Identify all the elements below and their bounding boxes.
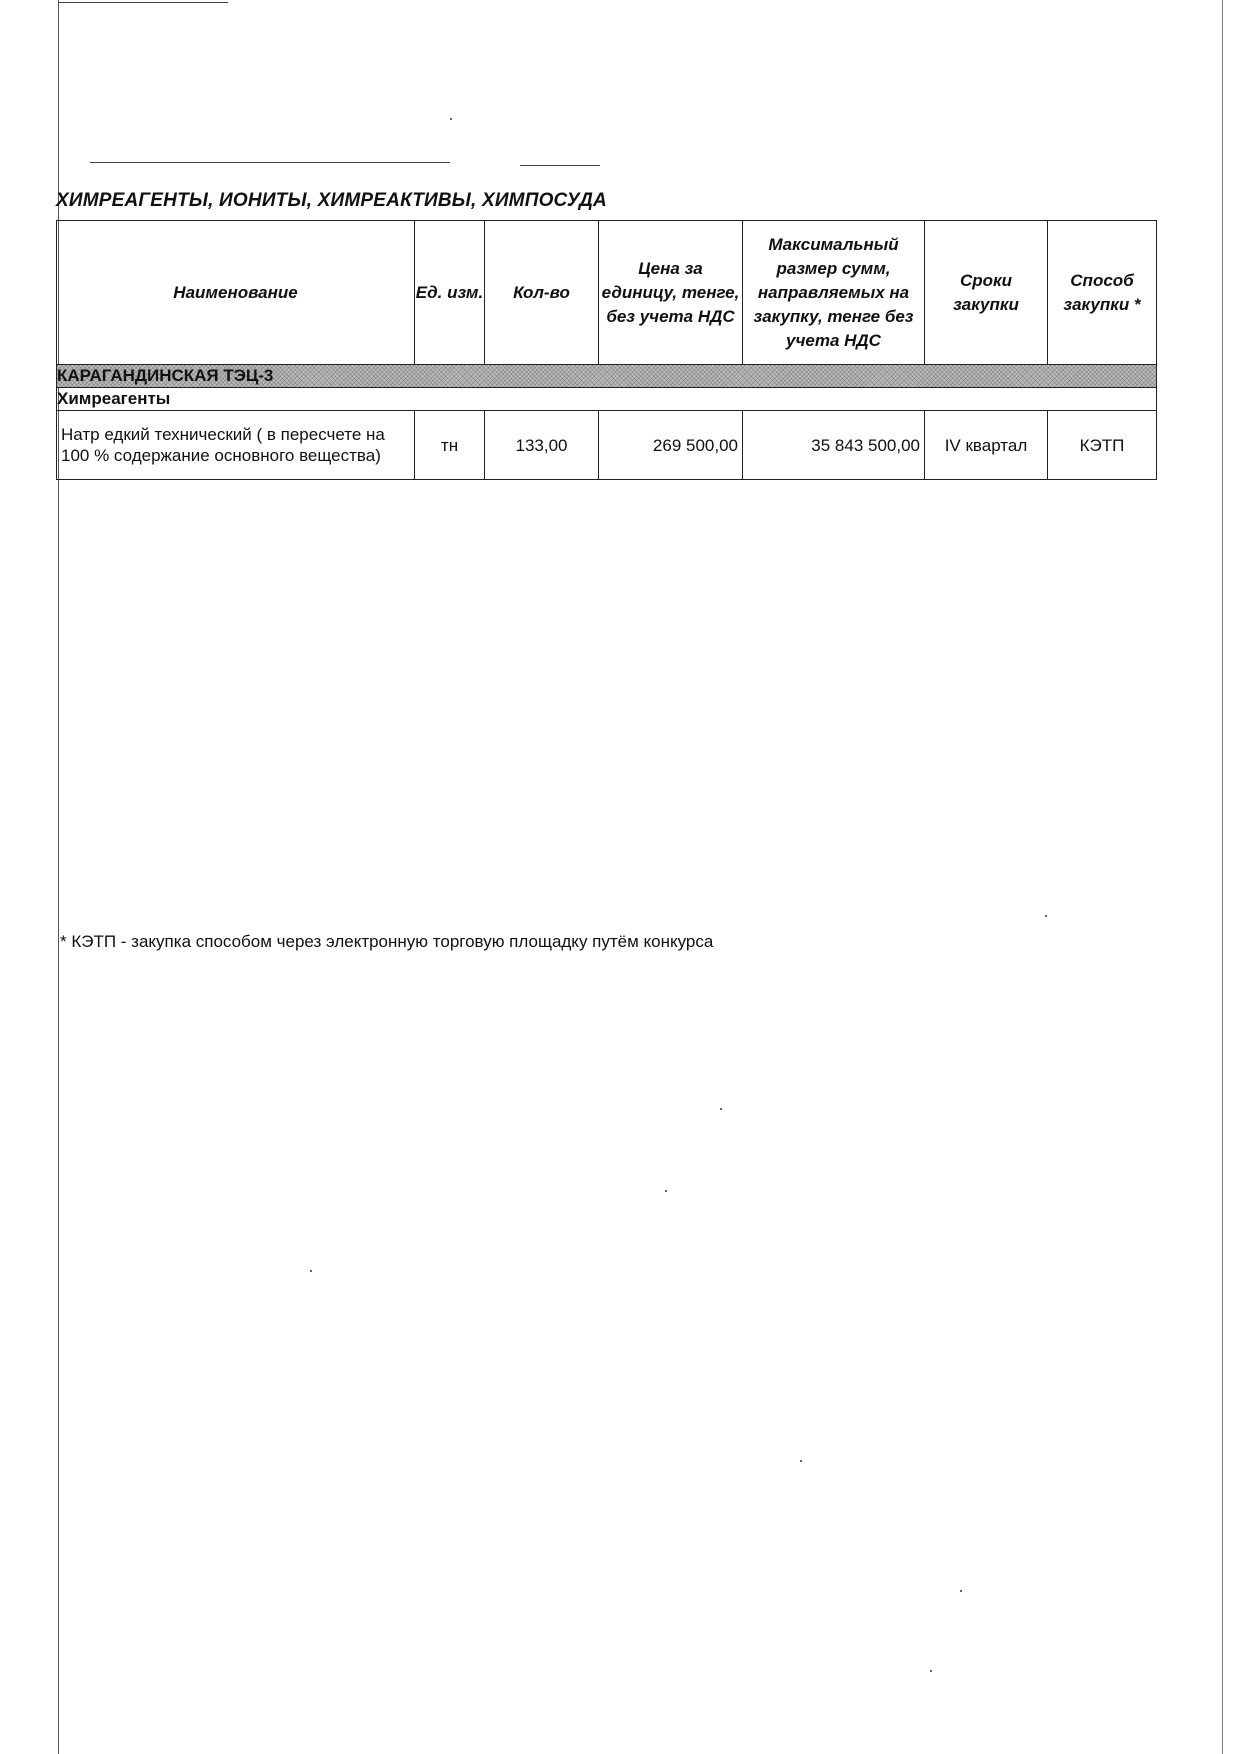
header-price: Цена за единицу, тенге, без учета НДС bbox=[599, 221, 743, 365]
item-price: 269 500,00 bbox=[599, 411, 743, 480]
header-method: Способ закупки * bbox=[1048, 221, 1157, 365]
header-term: Сроки закупки bbox=[925, 221, 1048, 365]
scan-edge-right bbox=[1222, 0, 1223, 1754]
scan-speck bbox=[1045, 915, 1047, 917]
item-method: КЭТП bbox=[1048, 411, 1157, 480]
section-row bbox=[57, 365, 1157, 388]
table-row bbox=[57, 411, 1157, 480]
header-row bbox=[57, 221, 1157, 365]
item-unit: тн bbox=[415, 411, 485, 480]
item-term: IV квартал bbox=[925, 411, 1048, 480]
header-name: Наименование bbox=[57, 221, 415, 365]
scan-speck bbox=[450, 118, 452, 120]
group-row bbox=[57, 388, 1157, 411]
procurement-table bbox=[56, 220, 1157, 480]
header-max-sum: Максимальный размер сумм, направляемых на закупку, тенге без учета НДС bbox=[743, 221, 925, 365]
item-name: Натр едкий технический ( в пересчете на 100 % содержание основного вещества) bbox=[57, 411, 415, 480]
header-unit: Ед. изм. bbox=[415, 221, 485, 365]
scan-speck bbox=[720, 1108, 722, 1110]
scan-speck bbox=[960, 1590, 962, 1592]
scan-speck bbox=[930, 1670, 932, 1672]
scan-mark-top bbox=[90, 162, 450, 163]
item-max-sum: 35 843 500,00 bbox=[743, 411, 925, 480]
scan-mark-top-2 bbox=[520, 165, 600, 166]
header-qty: Кол-во bbox=[485, 221, 599, 365]
section-label: КАРАГАНДИНСКАЯ ТЭЦ-3 bbox=[57, 365, 1157, 388]
scan-speck bbox=[665, 1190, 667, 1192]
scan-edge-top bbox=[58, 2, 228, 3]
group-label: Химреагенты bbox=[57, 388, 1157, 411]
scan-speck bbox=[310, 1270, 312, 1272]
footnote: * КЭТП - закупка способом через электронную торговую площадку путём конкурса bbox=[60, 932, 714, 951]
document-title: ХИМРЕАГЕНТЫ, ИОНИТЫ, ХИМРЕАКТИВЫ, ХИМПОСУДА bbox=[56, 190, 607, 211]
scan-speck bbox=[800, 1460, 802, 1462]
item-qty: 133,00 bbox=[485, 411, 599, 480]
